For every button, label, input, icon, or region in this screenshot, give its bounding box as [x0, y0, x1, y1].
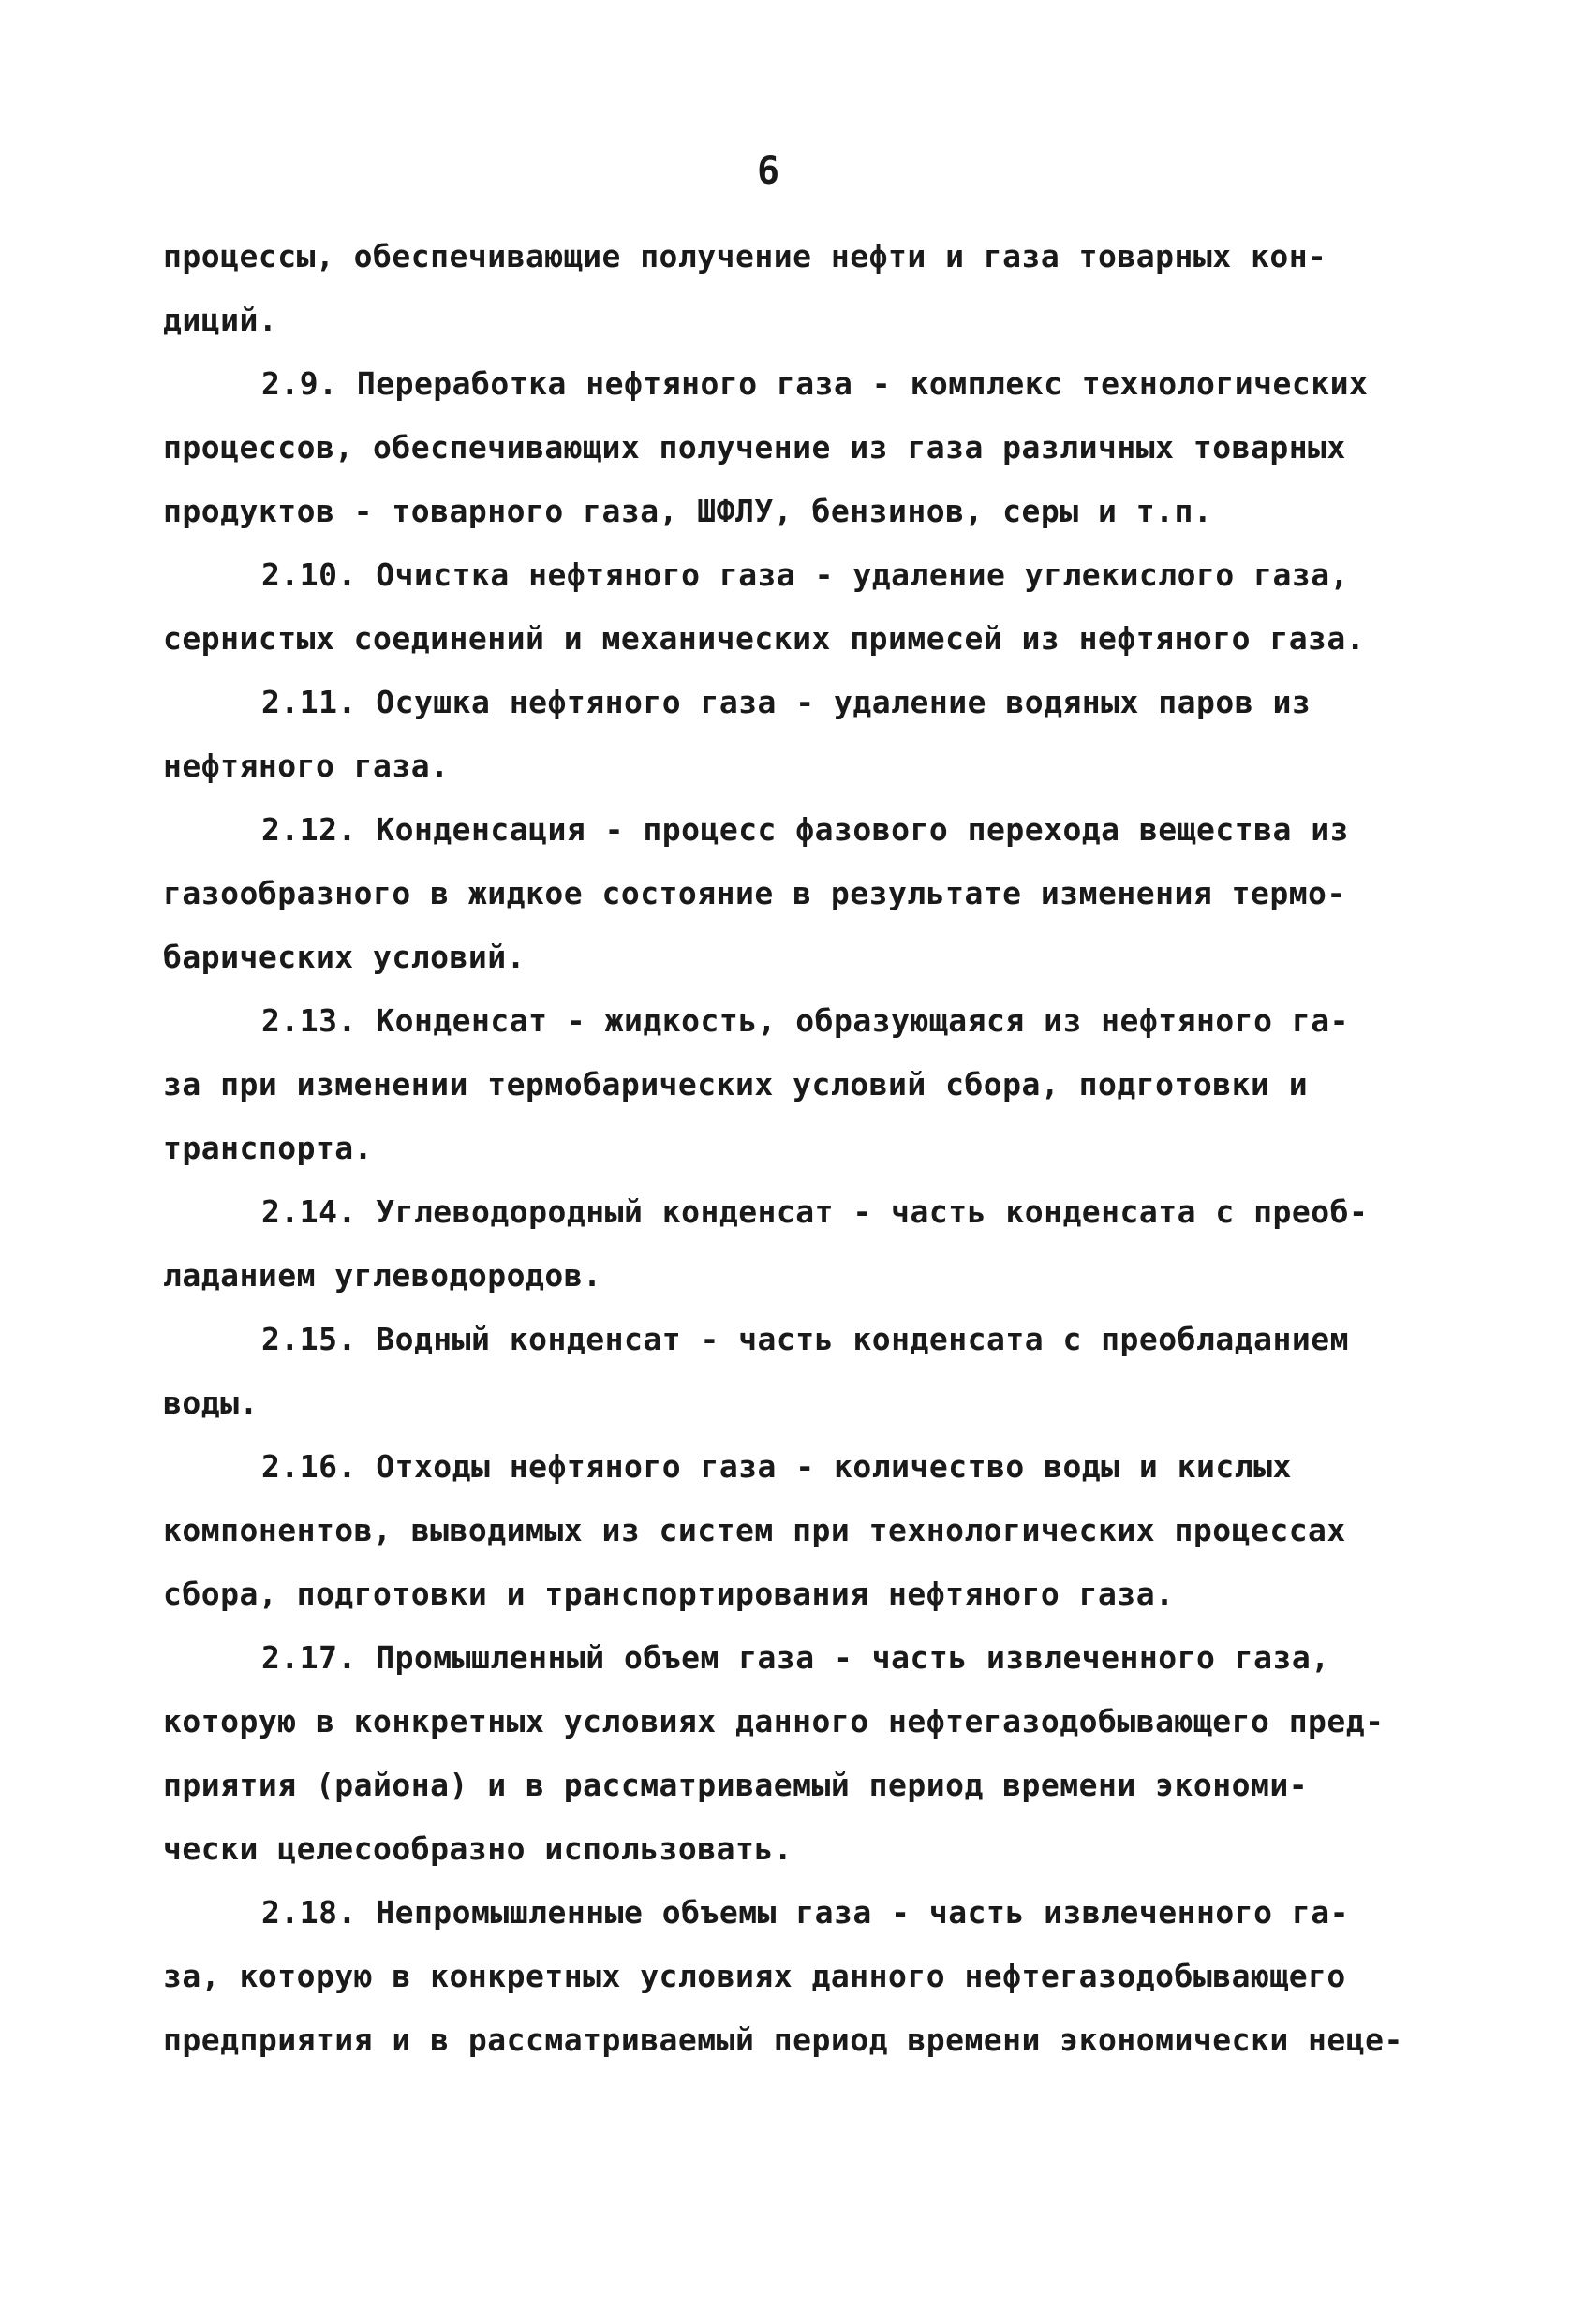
text-line: за при изменении термобарических условий сбора, подготовки и: [163, 1066, 1309, 1103]
paragraph-2-15-line: 2.15. Водный конденсат - часть конденсата с преобладанием: [261, 1321, 1349, 1357]
text-line: процессы, обеспечивающие получение нефти и газа товарных кон-: [163, 238, 1327, 274]
text-line: компонентов, выводимых из систем при технологических процессах: [163, 1512, 1346, 1548]
text-line: сернистых соединений и механических примесей из нефтяного газа.: [163, 620, 1366, 657]
text-line: газообразного в жидкое состояние в результате изменения термо-: [163, 875, 1346, 911]
text-line: сбора, подготовки и транспортирования нефтяного газа.: [163, 1576, 1175, 1612]
text-line: чески целесообразно использовать.: [163, 1830, 793, 1867]
text-line: приятия (района) и в рассматриваемый период времени экономи-: [163, 1767, 1309, 1803]
paragraph-2-11-line: 2.11. Осушка нефтяного газа - удаление водяных паров из: [261, 684, 1312, 720]
paragraph-2-16-line: 2.16. Отходы нефтяного газа - количество воды и кислых: [261, 1448, 1292, 1485]
text-line: за, которую в конкретных условиях данного нефтегазодобывающего: [163, 1958, 1346, 1994]
paragraph-2-13-line: 2.13. Конденсат - жидкость, образующаяся из нефтяного га-: [261, 1002, 1349, 1039]
paragraph-2-18-line: 2.18. Непромышленные объемы газа - часть извлеченного га-: [261, 1894, 1349, 1931]
text-line: ладанием углеводородов.: [163, 1257, 602, 1294]
paragraph-2-17-line: 2.17. Промышленный объем газа - часть извлеченного газа,: [261, 1639, 1330, 1676]
text-line: которую в конкретных условиях данного нефтегазодобывающего пред-: [163, 1703, 1385, 1739]
text-line: диций.: [163, 302, 278, 338]
page-number: 6: [756, 150, 780, 193]
text-line: продуктов - товарного газа, ШФЛУ, бензинов, серы и т.п.: [163, 493, 1213, 529]
text-line: воды.: [163, 1384, 259, 1421]
paragraph-2-10-line: 2.10. Очистка нефтяного газа - удаление углекислого газа,: [261, 556, 1349, 593]
text-line: процессов, обеспечивающих получение из газа различных товарных: [163, 429, 1346, 466]
body-text: [163, 225, 1418, 2072]
text-line: нефтяного газа.: [163, 748, 450, 784]
paragraph-2-9-line: 2.9. Переработка нефтяного газа - комплекс технологических: [261, 365, 1369, 402]
text-line: предприятия и в рассматриваемый период времени экономически неце-: [163, 2021, 1403, 2058]
paragraph-2-14-line: 2.14. Углеводородный конденсат - часть конденсата с преоб-: [261, 1193, 1369, 1230]
paragraph-2-12-line: 2.12. Конденсация - процесс фазового перехода вещества из: [261, 811, 1349, 848]
text-line: транспорта.: [163, 1130, 374, 1166]
text-line: барических условий.: [163, 939, 526, 975]
